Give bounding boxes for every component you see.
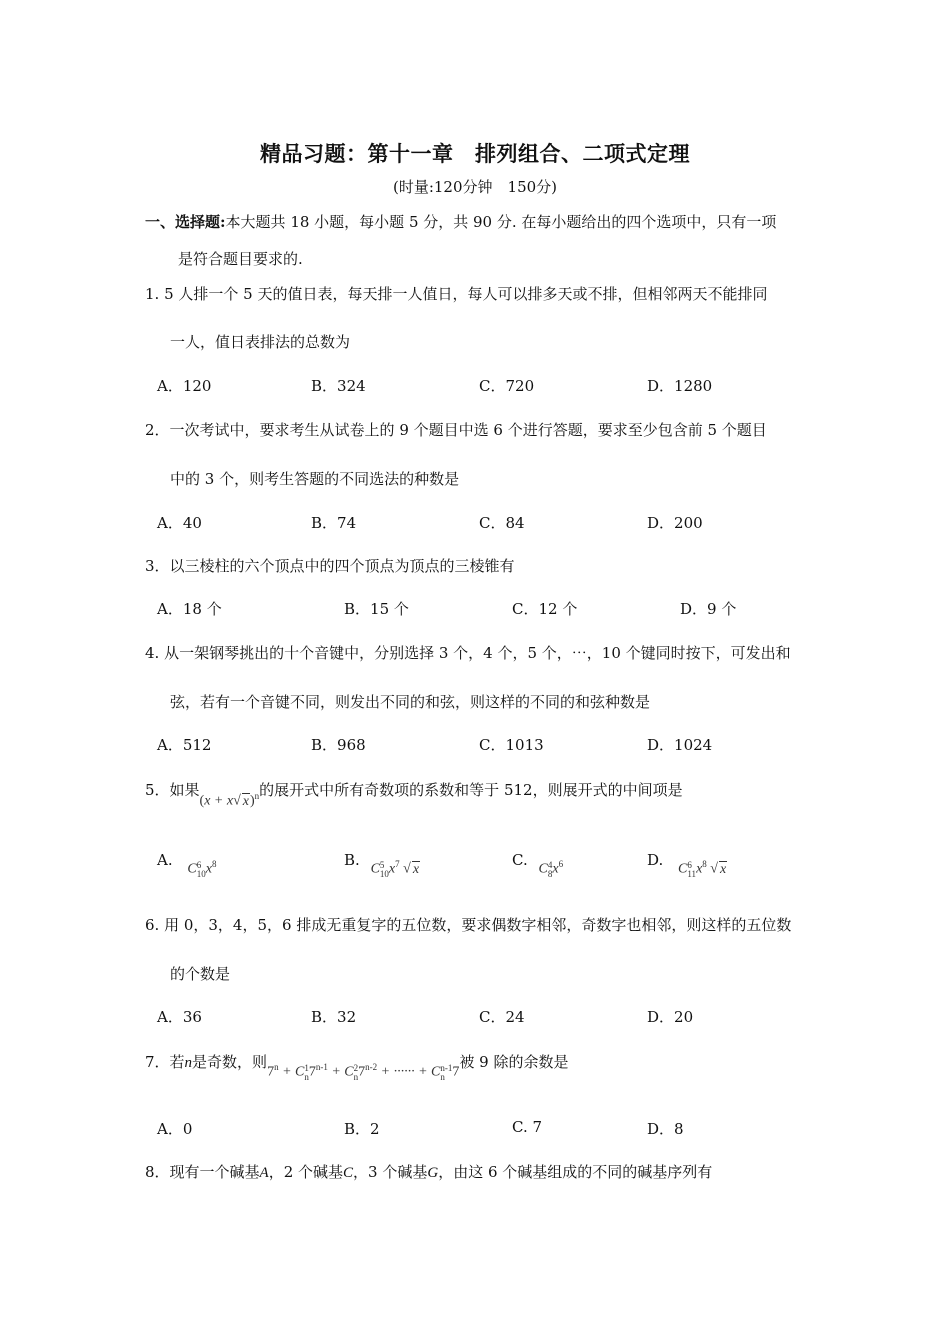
question-6-line1: 6. 用 0，3，4，5，6 排成无重复字的五位数，要求偶数字相邻，奇数字也相邻，则这样的五位数 bbox=[145, 916, 792, 934]
q5-prefix: 5．如果 bbox=[145, 781, 200, 799]
q5-choice-a bbox=[157, 851, 217, 879]
q2-choice-d: D．200 bbox=[647, 514, 703, 532]
q7-prefix: 7．若 bbox=[145, 1053, 185, 1071]
q6-choice-b: B．32 bbox=[311, 1008, 357, 1026]
question-1-line1: 1. 5 人排一个 5 天的值日表，每天排一人值日，每人可以排多天或不排，但相邻两天不能排同 bbox=[145, 285, 768, 303]
q6-choice-c: C．24 bbox=[479, 1008, 525, 1026]
q3-choice-c: C．12 个 bbox=[512, 600, 578, 618]
q2-choice-b: B．74 bbox=[311, 514, 357, 532]
q8-base-g: G bbox=[427, 1165, 439, 1181]
question-4-line1: 4. 从一架钢琴挑出的十个音键中，分别选择 3 个，4 个，5 个，⋯，10 个键同时按下，可发出和 bbox=[145, 644, 791, 662]
question-1-line2: 一人，值日表排法的总数为 bbox=[170, 333, 351, 351]
question-2-line2: 中的 3 个，则考生答题的不同选法的种数是 bbox=[170, 470, 460, 488]
q5-choice-a-label: A. bbox=[157, 851, 173, 869]
question-3-line1: 3．以三棱柱的六个顶点中的四个顶点为顶点的三棱锥有 bbox=[145, 557, 515, 575]
question-7-line1 bbox=[145, 1051, 569, 1082]
q5-choice-c-label: C. bbox=[512, 851, 528, 869]
q8-part2: ，2 个碱基 bbox=[268, 1163, 344, 1181]
q7-choice-b: B．2 bbox=[344, 1120, 380, 1138]
question-2-line1: 2．一次考试中，要求考生从试卷上的 9 个题目中选 6 个进行答题，要求至少包含前 5 个题目 bbox=[145, 421, 767, 439]
q5-suffix: 的展开式中所有奇数项的系数和等于 512，则展开式的中间项是 bbox=[259, 781, 683, 799]
question-5-line1 bbox=[145, 779, 683, 809]
question-6-line2: 的个数是 bbox=[170, 965, 231, 983]
page-subtitle: (时量:120分钟 150分) bbox=[392, 178, 558, 196]
q5-expression: (x + x√ x)$^n$ bbox=[199, 791, 260, 809]
page-title: 精品习题：第十一章 排列组合、二项式定理 bbox=[260, 141, 690, 166]
q8-part3: ，3 个碱基 bbox=[353, 1163, 428, 1181]
q4-choice-c: C．1013 bbox=[479, 736, 544, 754]
q8-base-a: A bbox=[259, 1165, 269, 1181]
question-4-line2: 弦，若有一个音键不同，则发出不同的和弦，则这样的不同的和弦种数是 bbox=[170, 693, 651, 711]
section-instructions bbox=[145, 211, 776, 232]
section-head: 一、选择题: bbox=[145, 213, 226, 231]
q4-choice-d: D．1024 bbox=[647, 736, 713, 754]
q5-choice-b-label: B. bbox=[344, 851, 360, 869]
q5-choice-c-expr: C4 $8x^6$ bbox=[538, 859, 564, 879]
q7-choice-c: C. 7 bbox=[512, 1118, 543, 1136]
q3-choice-b: B．15 个 bbox=[344, 600, 409, 618]
q2-choice-c: C．84 bbox=[479, 514, 525, 532]
q7-suffix: 被 9 除的余数是 bbox=[459, 1053, 569, 1071]
q5-choice-d-label: D. bbox=[647, 851, 664, 869]
q7-mid: 是奇数，则 bbox=[192, 1053, 268, 1071]
q7-choice-a: A．0 bbox=[157, 1120, 193, 1138]
q3-choice-d: D．9 个 bbox=[680, 600, 737, 618]
q4-choice-a: A．512 bbox=[157, 736, 212, 754]
q6-choice-d: D．20 bbox=[647, 1008, 694, 1026]
q5-choice-d bbox=[647, 851, 727, 879]
q5-choice-b bbox=[344, 851, 420, 879]
q4-choice-b: B．968 bbox=[311, 736, 366, 754]
q8-part4: ，由这 6 个碱基组成的不同的碱基序列有 bbox=[438, 1163, 713, 1181]
q8-base-c: C bbox=[343, 1165, 354, 1181]
q5-choice-a-expr: C6 $10x^8$ bbox=[187, 859, 217, 879]
q1-choice-c: C．720 bbox=[479, 377, 535, 395]
section-instructions-cont: 是符合题目要求的. bbox=[178, 250, 303, 268]
q1-choice-b: B．324 bbox=[311, 377, 366, 395]
q8-part1: 8．现有一个碱基 bbox=[145, 1163, 260, 1181]
q5-choice-b-expr: C5 $10x^7$ √ x bbox=[370, 859, 420, 879]
q5-choice-c bbox=[512, 851, 564, 879]
q7-var: n bbox=[184, 1055, 193, 1071]
q5-choice-d-expr: C6 $11x^8$ √ x bbox=[678, 859, 727, 879]
question-8-line1 bbox=[145, 1161, 712, 1182]
section-text: 本大题共 18 小题，每小题 5 分，共 90 分. 在每小题给出的四个选项中，只有一项 bbox=[225, 213, 777, 231]
q1-choice-a: A．120 bbox=[157, 377, 212, 395]
q6-choice-a: A．36 bbox=[157, 1008, 202, 1026]
q7-expression: $7^n + C1$ $n7^{n-1} + C2$ $n7^{n-2}$ + ······ + Cn-1 n 7 bbox=[267, 1062, 460, 1082]
q2-choice-a: A．40 bbox=[157, 514, 202, 532]
q1-choice-d: D．1280 bbox=[647, 377, 713, 395]
q3-choice-a: A．18 个 bbox=[157, 600, 222, 618]
q7-choice-d: D．8 bbox=[647, 1120, 684, 1138]
